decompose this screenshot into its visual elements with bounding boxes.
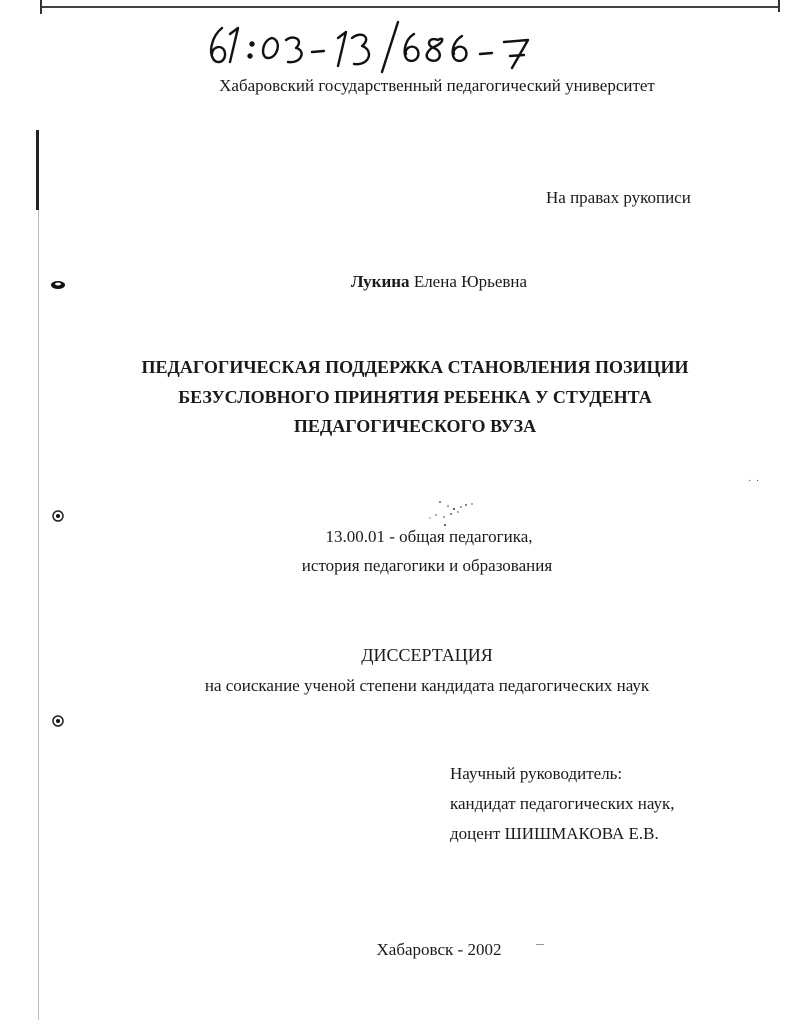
specialty-name: история педагогики и образования	[301, 556, 553, 575]
thesis-title-line: ПЕДАГОГИЧЕСКОГО ВУЗА	[293, 416, 537, 436]
punch-hole-icon	[50, 716, 66, 726]
thesis-title-line: БЕЗУСЛОВНОГО ПРИНЯТИЯ РЕБЕНКА У СТУДЕНТА	[178, 387, 652, 407]
degree-statement: на соискание ученой степени кандидата педагогических наук	[204, 676, 650, 695]
scan-left-margin-line	[38, 210, 39, 1020]
advisor-degree: кандидат педагогических наук,	[450, 794, 675, 813]
scan-top-edge	[40, 6, 780, 8]
author-given-names: Елена Юрьевна	[413, 272, 528, 291]
document-type: ДИССЕРТАЦИЯ	[361, 645, 493, 665]
handwritten-code	[200, 18, 540, 78]
city-year: Хабаровск - 2002	[376, 940, 502, 959]
scan-left-bar	[36, 130, 39, 210]
scan-top-edge-right-tick	[778, 0, 780, 12]
scan-specks	[418, 498, 478, 528]
scan-speck	[536, 944, 544, 945]
punch-hole-icon	[50, 511, 66, 521]
university-name: Хабаровский государственный педагогический университет	[219, 76, 655, 95]
advisor-label: Научный руководитель:	[450, 764, 623, 783]
scan-dots: · ·	[748, 476, 761, 487]
author-name	[40, 272, 798, 292]
advisor-name: доцент ШИШМАКОВА Е.В.	[450, 824, 659, 843]
author-surname: Лукина	[350, 272, 410, 291]
manuscript-rights-note: На правах рукописи	[546, 188, 691, 207]
thesis-title-line: ПЕДАГОГИЧЕСКАЯ ПОДДЕРЖКА СТАНОВЛЕНИЯ ПОЗИЦИИ	[141, 357, 689, 377]
specialty-code: 13.00.01 - общая педагогика,	[325, 527, 533, 546]
scan-top-edge-left-tick	[40, 0, 42, 14]
